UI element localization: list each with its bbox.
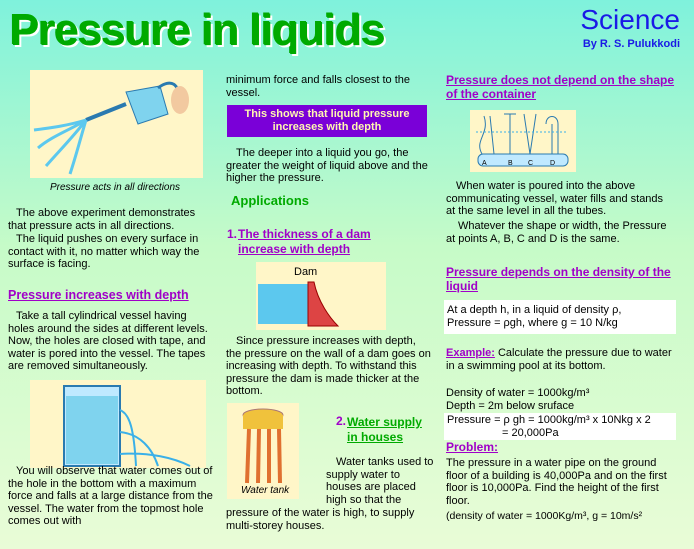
heading-water-supply: Water supply in houses [347,415,422,444]
paragraph: The above experiment demonstrates that pressure acts in all directions. [8,207,196,232]
brand-block [580,4,680,50]
paragraph: minimum force and falls closest to the vessel. [226,74,411,99]
density-line: Density of water = 1000kg/m³ [446,387,590,399]
calc-line: Pressure = ρ gh = 1000kg/m³ x 10Nkg x 2 [447,414,651,426]
water-tank-illustration [227,403,299,499]
dam-icon [256,262,386,330]
paragraph: Whatever the shape or width, the Pressure at points A, B, C and D is the same. [446,220,667,245]
cylinder-illustration [30,380,206,468]
dam-illustration [256,262,386,330]
tube-label: C [528,160,534,167]
author-label: By R. S. Pulukkodi [582,38,680,50]
problem-text: The pressure in a water pipe on the ground floor of a building is 40,000Pa and on the first floor is 10,000Pa. Find the height of the first floor. [446,457,667,507]
problem-label: Problem: [446,440,499,454]
paragraph: Since pressure increases with depth, the pressure on the wall of a dam goes on increasing with depth. To withstand this pressure the dam is made thicker at the bottom. [226,335,431,398]
paragraph: You will observe that water comes out of the hole in the bottom with a maximum force and falls at a large distance from the vessel. The water from the topmost hole comes out with [8,465,213,528]
formula-box [444,300,676,334]
calculation-box [444,413,676,440]
example-label: Example: [446,347,495,359]
communicating-vessel-illustration [470,110,576,172]
heading-depth: Pressure increases with depth [8,288,189,302]
paragraph: Water tanks used to supply water to houses are placed high so that the [326,456,434,506]
applications-heading: Applications [231,193,310,208]
tank-caption: Water tank [241,485,290,496]
tube-label: A [482,160,487,167]
page-title: Pressure in liquids [10,6,385,55]
heading-dam: The thickness of a dam increase with depth [238,227,371,256]
problem-note: (density of water = 1000Kg/m³, g = 10m/s² [446,510,643,522]
paragraph: The liquid pushes on every surface in contact with it, no matter which way the surface is facing. [8,233,200,271]
tube-label: B [508,160,513,167]
item-number: 2. [336,414,347,428]
example-block [446,347,676,372]
subject-label: Science [580,4,680,35]
paragraph: When water is poured into the above communicating vessel, water fills and stands at the same level in all the tubes. [446,180,664,218]
heading-shape: Pressure does not depend on the shape of the container [446,73,675,101]
formula-line: Pressure = ρgh, where g = 10 N/kg [447,317,618,329]
heading-density: Pressure depends on the density of the liquid [446,265,671,293]
calc-line: = 20,000Pa [502,427,559,439]
vessel-holes-icon [30,380,206,468]
formula-line: At a depth h, in a liquid of density ρ, [447,304,622,316]
caption-all-directions: Pressure acts in all directions [50,182,181,193]
paragraph: pressure of the water is high, to supply multi-storey houses. [226,507,415,532]
tube-label: D [550,160,556,167]
depth-line: Depth = 2m below sruface [446,400,575,412]
example-text: Calculate the pressure due to water in a swimming pool at its bottom. [446,347,672,372]
watering-can-icon [30,70,203,178]
paragraph: The deeper into a liquid you go, the greater the weight of liquid above and the higher the pressure. [226,147,428,185]
dam-label: Dam [294,266,318,278]
watering-can-illustration [30,70,203,178]
item-number: 1. [227,227,238,241]
key-fact-banner: This shows that liquid pressure increases with depth [227,105,427,137]
paragraph: Take a tall cylindrical vessel having holes around the sides at different levels. Now, the holes are closed with tape, and water is pored into the vessel. The tapes are removed simultaneously. [8,310,208,373]
